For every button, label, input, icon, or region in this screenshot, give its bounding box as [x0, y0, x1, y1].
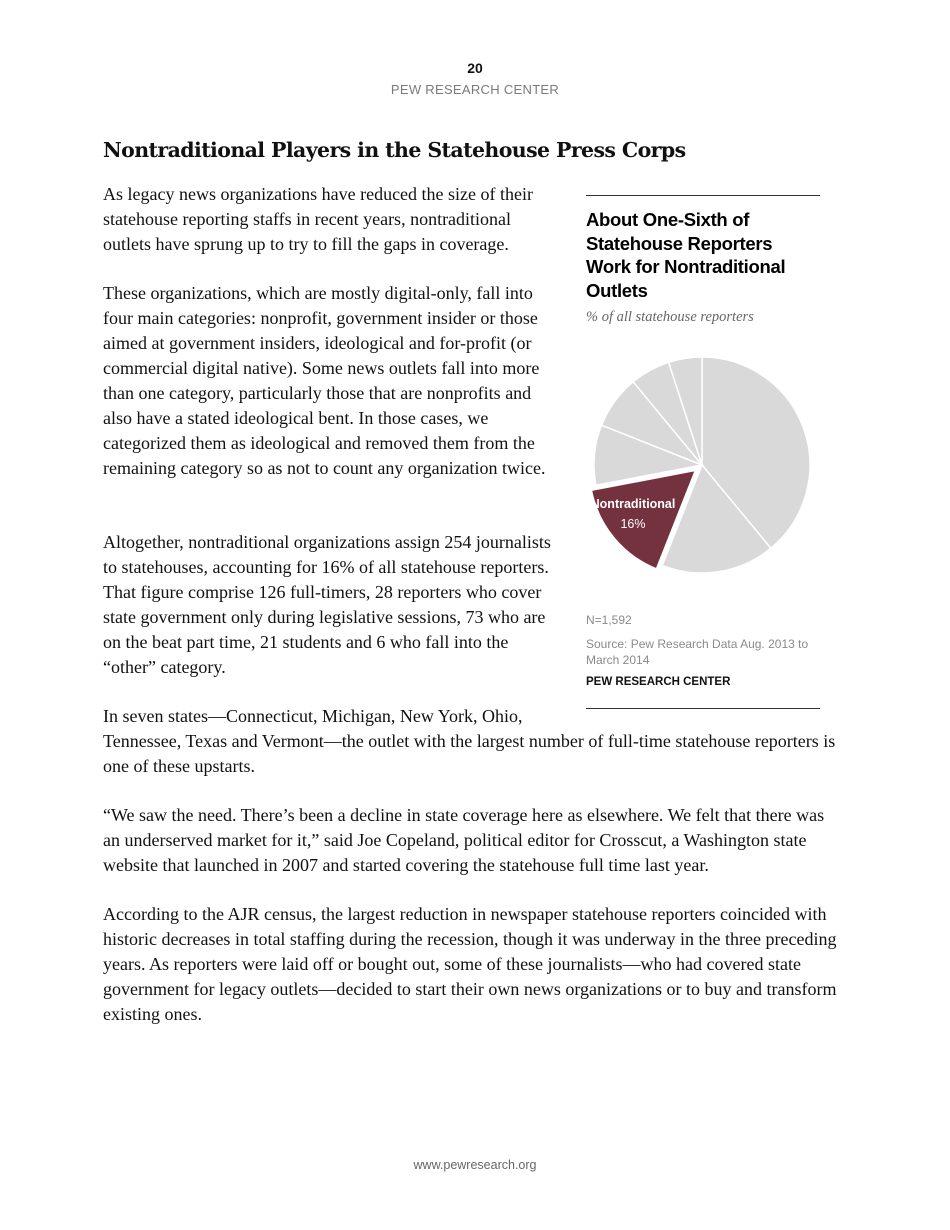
chart-subtitle: % of all statehouse reporters [586, 309, 754, 325]
paragraph-3: Altogether, nontraditional organizations assign 254 journalists to statehouses, accounting for 16% of all statehouse reporters. That figure comprise 126 full-timers, 28 reporters who cover state government only during legislative sessions, 73 who are on the beat part time, 21 students and 6 who fall into the “other” category. [103, 532, 551, 677]
footer-url: www.pewresearch.org [413, 1158, 537, 1172]
chart-credit: PEW RESEARCH CENTER [586, 676, 731, 688]
sample-size: N=1,592 [586, 613, 632, 627]
sidebar-top-rule [586, 195, 820, 196]
pie-chart [586, 357, 820, 587]
paragraph-4-continued: Tennessee, Texas and Vermont—the outlet with the largest number of full-time statehouse reporters is one of these upstarts. [103, 731, 836, 776]
chart-title: About One-Sixth of Statehouse Reporters Work for Nontraditional Outlets [586, 209, 786, 301]
slice-value-nontraditional: 16% [620, 517, 646, 532]
section-heading: Nontraditional Players in the Statehouse Press Corps [103, 138, 686, 162]
source-note: Source: Pew Research Data Aug. 2013 to March 2014 [586, 637, 809, 667]
sidebar-bottom-rule [586, 708, 820, 709]
slice-label-nontraditional: Nontraditional [590, 497, 676, 512]
running-header: PEW RESEARCH CENTER [390, 82, 560, 97]
paragraph-6: According to the AJR census, the largest reduction in newspaper statehouse reporters coincided with historic decreases in total staffing during the recession, though it was underway in the three preceding years. As reporters were laid off or bought out, some of these journalists—who had covered state government for legacy outlets—decided to start their own news organizations or to buy and transform existing ones. [103, 904, 837, 1024]
page-number: 20 [467, 60, 483, 76]
paragraph-1: As legacy news organizations have reduced the size of their statehouse reporting staffs in recent years, nontraditional outlets have sprung up to try to fill the gaps in coverage. [103, 184, 534, 254]
paragraph-5: “We saw the need. There’s been a decline in state coverage here as elsewhere. We felt that there was an underserved market for it,” said Joe Copeland, political editor for Crosscut, a Washington state website that launched in 2007 and started covering the statehouse full time last year. [103, 805, 825, 875]
paragraph-2: These organizations, which are mostly digital-only, fall into four main categories: nonprofit, government insider or those aimed at government insiders, ideological and for-profit (or commercial digital native). Some news outlets fall into more than one category, particularly those that are nonprofits and also have a stated ideological bent. In those cases, we categorized them as ideological and removed them from the remaining category so as not to count any organization twice. [103, 283, 546, 478]
chart-sidebar [586, 195, 820, 710]
paragraph-4-line-1: In seven states—Connecticut, Michigan, New York, Ohio, [103, 706, 523, 726]
